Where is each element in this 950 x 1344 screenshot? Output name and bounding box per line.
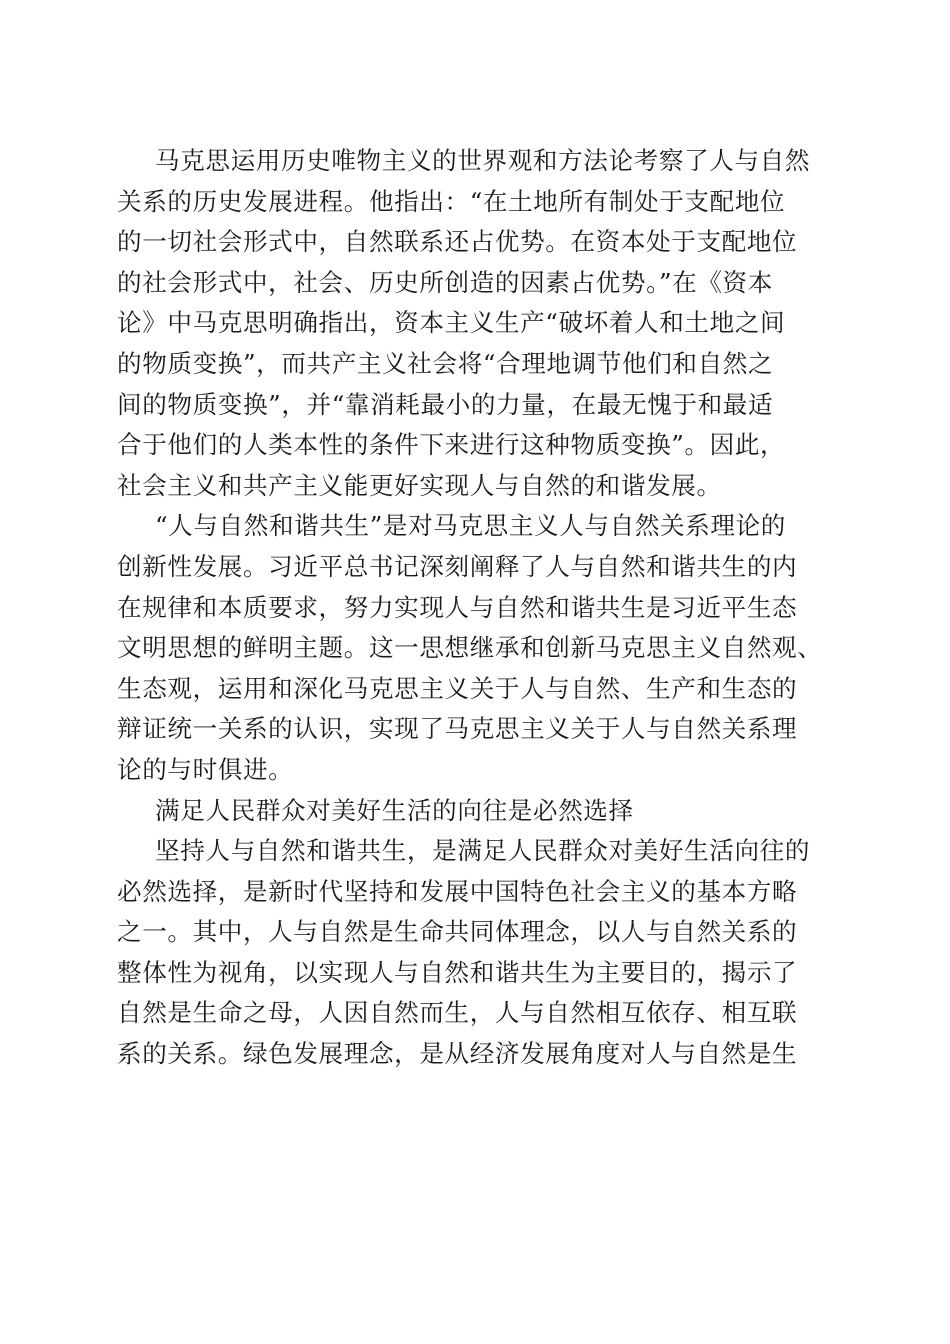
paragraph-2-line-1: “人与自然和谐共生”是对马克思主义人与自然关系理论的 xyxy=(155,511,786,541)
paragraph-2-line-6: 辩证统一关系的认识，实现了马克思主义关于人与自然关系理 xyxy=(117,714,798,744)
paragraph-1-line-3: 的一切社会形式中，自然联系还占优势。在资本处于支配地位 xyxy=(117,227,798,257)
paragraph-1-line-5: 论》中马克思明确指出，资本主义生产“破坏着人和土地之间 xyxy=(117,308,786,338)
paragraph-2-line-5: 生态观，运用和深化马克思主义关于人与自然、生产和生态的 xyxy=(117,673,798,703)
paragraph-3-line-2: 必然选择，是新时代坚持和发展中国特色社会主义的基本方略 xyxy=(117,876,798,906)
paragraph-1-line-1: 马克思运用历史唯物主义的世界观和方法论考察了人与自然 xyxy=(155,146,811,175)
body-text xyxy=(117,141,826,1075)
paragraph-2-line-4: 文明思想的鲜明主题。这一思想继承和创新马克思主义自然观、 xyxy=(117,633,823,663)
paragraph-2-line-7: 论的与时俱进。 xyxy=(117,754,294,784)
paragraph-3-line-5: 自然是生命之母，人因自然而生，人与自然相互依存、相互联 xyxy=(117,998,798,1028)
paragraph-2-line-3: 在规律和本质要求，努力实现人与自然和谐共生是习近平生态 xyxy=(117,592,798,622)
paragraph-3-line-6: 系的关系。绿色发展理念，是从经济发展角度对人与自然是生 xyxy=(117,1039,798,1069)
paragraph-1-line-4: 的社会形式中，社会、历史所创造的因素占优势。”在《资本 xyxy=(117,267,773,297)
paragraph-1-line-6: 的物质变换”，而共产主义社会将“合理地调节他们和自然之 xyxy=(117,348,774,378)
paragraph-3-line-3: 之一。其中，人与自然是生命共同体理念，以人与自然关系的 xyxy=(117,917,798,947)
paragraph-1-line-9: 社会主义和共产主义能更好实现人与自然的和谐发展。 xyxy=(117,470,722,500)
section-heading: 满足人民群众对美好生活的向往是必然选择 xyxy=(155,795,634,825)
paragraph-1-line-2: 关系的历史发展进程。他指出：“在土地所有制处于支配地位 xyxy=(117,186,786,216)
paragraph-1-line-8: 合于他们的人类本性的条件下来进行这种物质变换”。因此， xyxy=(117,430,786,460)
paragraph-2-line-2: 创新性发展。习近平总书记深刻阐释了人与自然和谐共生的内 xyxy=(117,551,798,581)
paragraph-1-line-7: 间的物质变换”，并“靠消耗最小的力量，在最无愧于和最适 xyxy=(117,389,774,419)
paragraph-3-line-4: 整体性为视角，以实现人与自然和谐共生为主要目的，揭示了 xyxy=(117,957,798,987)
paragraph-3-line-1: 坚持人与自然和谐共生，是满足人民群众对美好生活向往的 xyxy=(155,836,811,866)
